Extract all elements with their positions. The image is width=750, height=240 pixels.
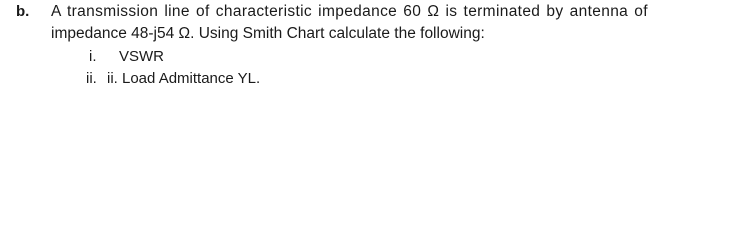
sub-item-number-1: i. [89,48,97,65]
sub-item-text-2: ii. Load Admittance YL. [107,70,261,87]
question-text-line-2: impedance 48-j54 Ω. Using Smith Chart calculate the following: [51,25,485,42]
question-text-line-1: A transmission line of characteristic impedance 60 Ω is terminated by antenna of [51,3,648,20]
sub-item-text-1: VSWR [119,48,164,65]
sub-item-number-2: ii. [86,70,97,87]
question-label: b. [16,3,30,20]
